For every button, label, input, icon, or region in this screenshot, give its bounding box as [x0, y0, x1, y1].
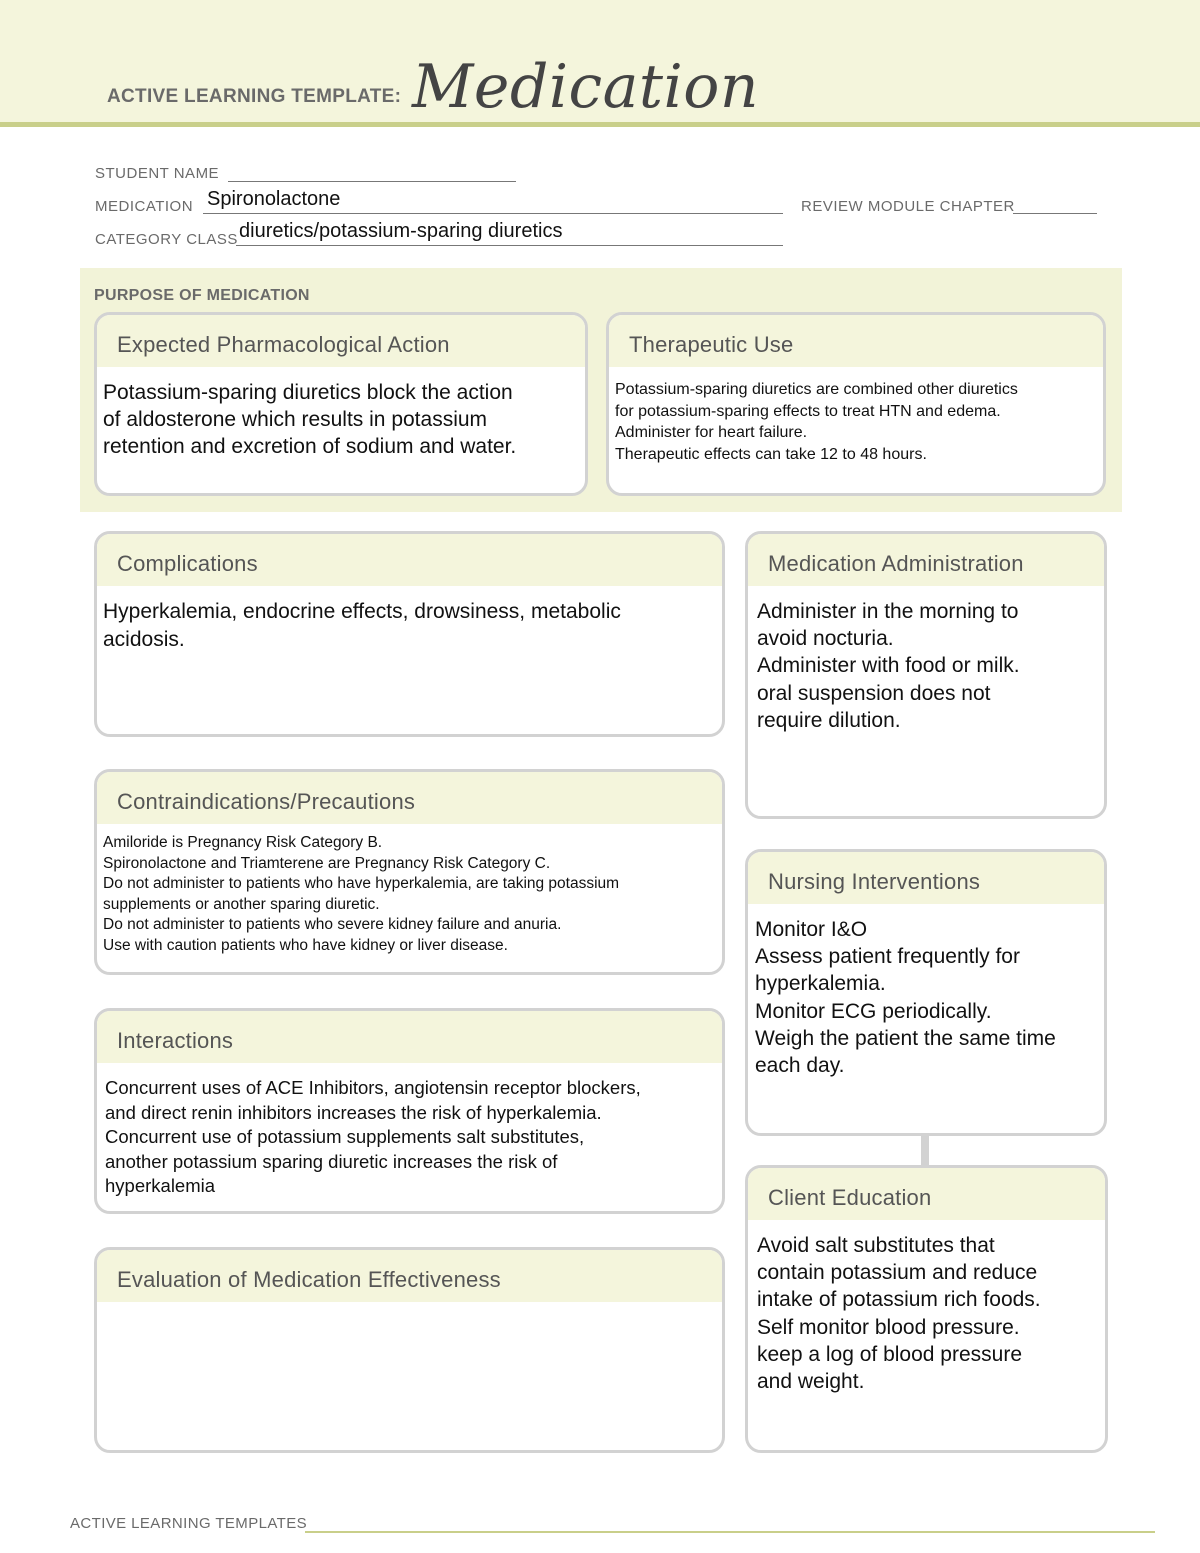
- contraindications-card: [94, 769, 725, 975]
- interactions-text[interactable]: Concurrent uses of ACE Inhibitors, angiotensin receptor blockers, and direct renin inhibitors increases the risk of hyperkalemia. Concurrent use of potassium supplements salt substitutes, another potassium sparing diuretic increases the risk of hyperkalemia: [105, 1077, 641, 1196]
- nursing-interventions-title: Nursing Interventions: [768, 869, 981, 894]
- medication-administration-title: Medication Administration: [768, 551, 1024, 576]
- therapeutic-use-card: [606, 312, 1106, 496]
- header-rule: [0, 122, 1200, 127]
- medication-line: [203, 213, 783, 214]
- student-name-label: STUDENT NAME: [95, 165, 220, 182]
- card-header: [748, 1168, 1105, 1223]
- card-header: [97, 315, 585, 370]
- client-education-text[interactable]: Avoid salt substitutes that contain potassium and reduce intake of potassium rich foods. Self monitor blood pressure. keep a log of blood pressure and weight.: [757, 1234, 1041, 1394]
- nursing-interventions-text[interactable]: Monitor I&O Assess patient frequently for hyperkalemia. Monitor ECG periodically. Weigh the patient the same time each day.: [755, 918, 1056, 1078]
- contraindications-text[interactable]: Amiloride is Pregnancy Risk Category B. Spironolactone and Triamterene are Pregnancy Risk Category C. Do not administer to patients who have hyperkalemia, are taking potassium supplements or another sparing diuretic. Do not administer to patients who severe kidney failure and anuria. Use with caution patients who have kidney or liver disease.: [103, 834, 620, 954]
- card-connector: [921, 1134, 929, 1166]
- review-module-line: [1013, 213, 1097, 214]
- category-class-line: [236, 245, 783, 246]
- complications-text[interactable]: Hyperkalemia, endocrine effects, drowsiness, metabolic acidosis.: [103, 600, 621, 651]
- medication-field[interactable]: Spironolactone: [207, 188, 341, 210]
- template-label: ACTIVE LEARNING TEMPLATE:: [107, 86, 402, 107]
- therapeutic-use-text[interactable]: Potassium-sparing diuretics are combined other diuretics for potassium-sparing effects to treat HTN and edema. Administer for heart failure. Therapeutic effects can take 12 to 48 hours.: [615, 381, 1018, 463]
- evaluation-title: Evaluation of Medication Effectiveness: [117, 1267, 501, 1292]
- card-header: [748, 534, 1104, 589]
- card-header: [97, 534, 722, 589]
- client-education-title: Client Education: [768, 1185, 932, 1210]
- client-education-card: [745, 1165, 1108, 1453]
- medication-label: MEDICATION: [95, 198, 194, 215]
- complications-card: [94, 531, 725, 737]
- page-title: Medication: [412, 52, 759, 122]
- medication-administration-text[interactable]: Administer in the morning to avoid nocturia. Administer with food or milk. oral suspension does not require dilution.: [757, 600, 1020, 732]
- card-header: [97, 1011, 722, 1066]
- card-header: [97, 772, 722, 827]
- interactions-card: [94, 1008, 725, 1214]
- contraindications-title: Contraindications/Precautions: [117, 789, 416, 814]
- card-header: [748, 852, 1104, 907]
- footer-label: ACTIVE LEARNING TEMPLATES: [70, 1515, 307, 1532]
- nursing-interventions-card: [745, 849, 1107, 1136]
- purpose-label: PURPOSE OF MEDICATION: [94, 287, 310, 304]
- footer-rule: [305, 1531, 1155, 1533]
- evaluation-card: [94, 1247, 725, 1453]
- expected-action-card: [94, 312, 588, 496]
- category-class-label: CATEGORY CLASS: [95, 231, 238, 248]
- expected-action-title: Expected Pharmacological Action: [117, 332, 450, 357]
- expected-action-text[interactable]: Potassium-sparing diuretics block the action of aldosterone which results in potassium retention and excretion of sodium and water.: [103, 381, 517, 458]
- medication-administration-card: [745, 531, 1107, 819]
- card-header: [609, 315, 1103, 370]
- student-name-line: [228, 181, 516, 182]
- interactions-title: Interactions: [117, 1028, 234, 1053]
- review-module-label: REVIEW MODULE CHAPTER: [801, 198, 1015, 215]
- category-class-field[interactable]: diuretics/potassium-sparing diuretics: [239, 220, 563, 242]
- card-header: [97, 1250, 722, 1305]
- therapeutic-use-title: Therapeutic Use: [629, 332, 794, 357]
- complications-title: Complications: [117, 551, 258, 576]
